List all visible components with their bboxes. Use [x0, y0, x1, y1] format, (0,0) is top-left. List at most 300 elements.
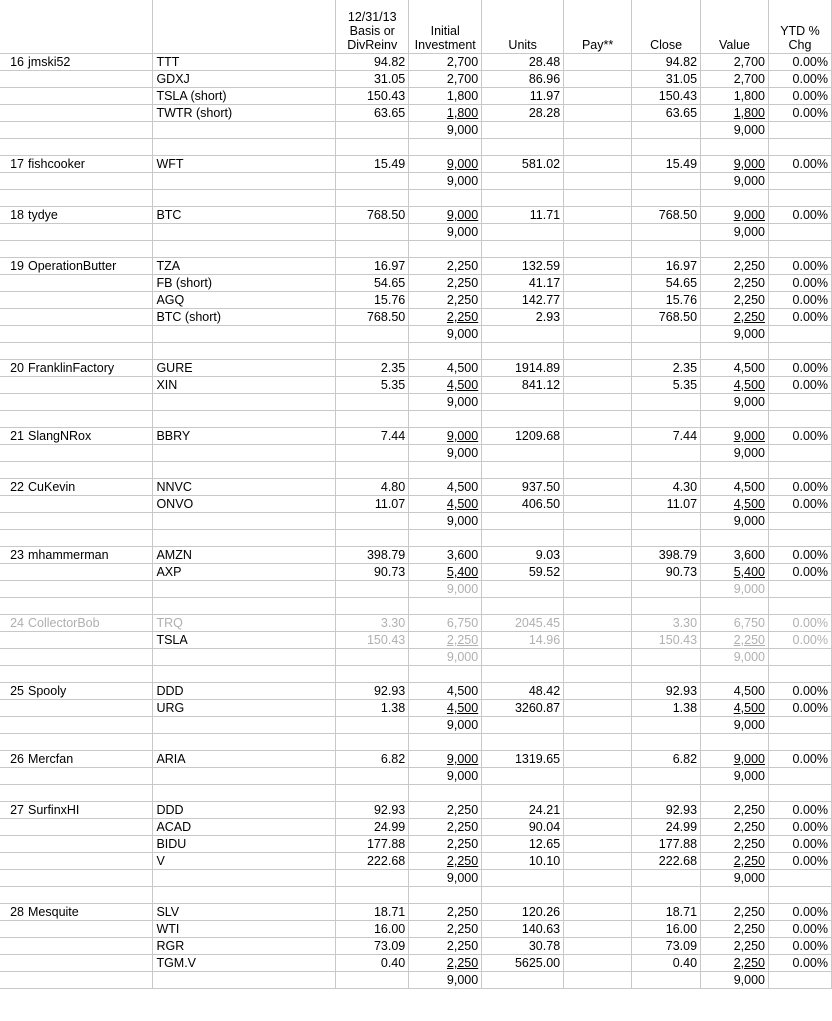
cell-units[interactable] [482, 377, 564, 394]
cell-initial-investment[interactable] [409, 207, 482, 224]
cell-pay[interactable] [564, 377, 632, 394]
cell-player[interactable] [0, 190, 153, 207]
cell-ytd[interactable] [768, 615, 831, 632]
cell-initial-investment[interactable] [409, 598, 482, 615]
cell-close[interactable] [632, 54, 701, 71]
cell-units[interactable] [482, 564, 564, 581]
cell-units[interactable] [482, 462, 564, 479]
cell-player[interactable] [0, 462, 153, 479]
cell-units[interactable] [482, 547, 564, 564]
cell-basis[interactable] [336, 649, 409, 666]
cell-ticker[interactable] [153, 683, 336, 700]
cell-ytd[interactable] [768, 190, 831, 207]
cell-player[interactable] [0, 207, 153, 224]
cell-pay[interactable] [564, 700, 632, 717]
cell-value[interactable] [701, 88, 769, 105]
cell-ytd[interactable] [768, 887, 831, 904]
cell-close[interactable] [632, 700, 701, 717]
cell-basis[interactable] [336, 768, 409, 785]
cell-basis[interactable] [336, 394, 409, 411]
cell-ytd[interactable] [768, 326, 831, 343]
cell-ytd[interactable] [768, 700, 831, 717]
cell-units[interactable] [482, 275, 564, 292]
cell-basis[interactable] [336, 853, 409, 870]
cell-basis[interactable] [336, 598, 409, 615]
cell-units[interactable] [482, 887, 564, 904]
cell-value[interactable] [701, 360, 769, 377]
cell-player[interactable] [0, 428, 153, 445]
cell-units[interactable] [482, 54, 564, 71]
cell-initial-investment[interactable] [409, 190, 482, 207]
cell-pay[interactable] [564, 496, 632, 513]
cell-player[interactable] [0, 751, 153, 768]
cell-pay[interactable] [564, 54, 632, 71]
cell-pay[interactable] [564, 802, 632, 819]
cell-initial-investment[interactable] [409, 71, 482, 88]
cell-basis[interactable] [336, 88, 409, 105]
cell-basis[interactable] [336, 734, 409, 751]
cell-ticker[interactable] [153, 241, 336, 258]
cell-ticker[interactable] [153, 598, 336, 615]
cell-ticker[interactable] [153, 530, 336, 547]
cell-value[interactable] [701, 105, 769, 122]
cell-ticker[interactable] [153, 649, 336, 666]
cell-value[interactable] [701, 377, 769, 394]
cell-basis[interactable] [336, 683, 409, 700]
cell-close[interactable] [632, 547, 701, 564]
cell-basis[interactable] [336, 819, 409, 836]
cell-value[interactable] [701, 71, 769, 88]
cell-ytd[interactable] [768, 972, 831, 989]
cell-pay[interactable] [564, 921, 632, 938]
cell-close[interactable] [632, 768, 701, 785]
cell-value[interactable] [701, 54, 769, 71]
cell-player[interactable] [0, 292, 153, 309]
cell-player[interactable] [0, 377, 153, 394]
cell-units[interactable] [482, 683, 564, 700]
cell-close[interactable] [632, 649, 701, 666]
cell-player[interactable] [0, 275, 153, 292]
cell-ticker[interactable] [153, 122, 336, 139]
cell-player[interactable] [0, 122, 153, 139]
cell-player[interactable] [0, 938, 153, 955]
cell-player[interactable] [0, 479, 153, 496]
cell-value[interactable] [701, 802, 769, 819]
cell-basis[interactable] [336, 207, 409, 224]
cell-units[interactable] [482, 666, 564, 683]
cell-close[interactable] [632, 496, 701, 513]
cell-pay[interactable] [564, 275, 632, 292]
cell-ticker[interactable] [153, 258, 336, 275]
cell-initial-investment[interactable] [409, 411, 482, 428]
cell-basis[interactable] [336, 547, 409, 564]
cell-ticker[interactable] [153, 547, 336, 564]
cell-value[interactable] [701, 513, 769, 530]
cell-pay[interactable] [564, 564, 632, 581]
cell-close[interactable] [632, 632, 701, 649]
cell-initial-investment[interactable] [409, 445, 482, 462]
cell-value[interactable] [701, 156, 769, 173]
cell-ticker[interactable] [153, 513, 336, 530]
cell-pay[interactable] [564, 649, 632, 666]
cell-basis[interactable] [336, 581, 409, 598]
cell-ytd[interactable] [768, 428, 831, 445]
cell-basis[interactable] [336, 530, 409, 547]
cell-units[interactable] [482, 360, 564, 377]
cell-close[interactable] [632, 462, 701, 479]
cell-player[interactable] [0, 360, 153, 377]
cell-close[interactable] [632, 853, 701, 870]
cell-initial-investment[interactable] [409, 479, 482, 496]
cell-initial-investment[interactable] [409, 836, 482, 853]
cell-initial-investment[interactable] [409, 819, 482, 836]
cell-ytd[interactable] [768, 513, 831, 530]
cell-basis[interactable] [336, 139, 409, 156]
cell-pay[interactable] [564, 292, 632, 309]
cell-basis[interactable] [336, 479, 409, 496]
cell-value[interactable] [701, 411, 769, 428]
cell-initial-investment[interactable] [409, 717, 482, 734]
cell-ytd[interactable] [768, 241, 831, 258]
cell-close[interactable] [632, 445, 701, 462]
cell-close[interactable] [632, 326, 701, 343]
cell-value[interactable] [701, 343, 769, 360]
cell-player[interactable] [0, 343, 153, 360]
cell-player[interactable] [0, 326, 153, 343]
cell-ticker[interactable] [153, 156, 336, 173]
cell-pay[interactable] [564, 258, 632, 275]
cell-initial-investment[interactable] [409, 394, 482, 411]
header-ytd[interactable]: YTD % Chg [768, 0, 831, 54]
cell-close[interactable] [632, 938, 701, 955]
cell-value[interactable] [701, 836, 769, 853]
cell-player[interactable] [0, 445, 153, 462]
cell-ytd[interactable] [768, 649, 831, 666]
cell-basis[interactable] [336, 360, 409, 377]
cell-initial-investment[interactable] [409, 615, 482, 632]
cell-player[interactable] [0, 105, 153, 122]
cell-player[interactable] [0, 394, 153, 411]
cell-ticker[interactable] [153, 717, 336, 734]
cell-initial-investment[interactable] [409, 258, 482, 275]
cell-basis[interactable] [336, 275, 409, 292]
cell-ticker[interactable] [153, 445, 336, 462]
cell-initial-investment[interactable] [409, 751, 482, 768]
cell-close[interactable] [632, 717, 701, 734]
cell-pay[interactable] [564, 156, 632, 173]
cell-basis[interactable] [336, 326, 409, 343]
cell-ticker[interactable] [153, 343, 336, 360]
cell-units[interactable] [482, 598, 564, 615]
cell-pay[interactable] [564, 513, 632, 530]
cell-pay[interactable] [564, 360, 632, 377]
cell-pay[interactable] [564, 105, 632, 122]
cell-initial-investment[interactable] [409, 666, 482, 683]
cell-value[interactable] [701, 479, 769, 496]
cell-player[interactable] [0, 530, 153, 547]
cell-value[interactable] [701, 853, 769, 870]
cell-close[interactable] [632, 309, 701, 326]
cell-units[interactable] [482, 292, 564, 309]
cell-player[interactable] [0, 513, 153, 530]
cell-ticker[interactable] [153, 105, 336, 122]
cell-initial-investment[interactable] [409, 768, 482, 785]
cell-ytd[interactable] [768, 853, 831, 870]
cell-value[interactable] [701, 394, 769, 411]
cell-ticker[interactable] [153, 870, 336, 887]
header-basis[interactable]: 12/31/13 Basis or DivReinv [336, 0, 409, 54]
cell-ticker[interactable] [153, 173, 336, 190]
cell-ticker[interactable] [153, 564, 336, 581]
cell-value[interactable] [701, 139, 769, 156]
cell-units[interactable] [482, 819, 564, 836]
cell-initial-investment[interactable] [409, 496, 482, 513]
cell-basis[interactable] [336, 190, 409, 207]
cell-pay[interactable] [564, 190, 632, 207]
cell-initial-investment[interactable] [409, 428, 482, 445]
cell-value[interactable] [701, 887, 769, 904]
cell-units[interactable] [482, 785, 564, 802]
cell-ticker[interactable] [153, 887, 336, 904]
cell-player[interactable] [0, 921, 153, 938]
cell-player[interactable] [0, 700, 153, 717]
cell-player[interactable] [0, 666, 153, 683]
cell-pay[interactable] [564, 785, 632, 802]
cell-ticker[interactable] [153, 394, 336, 411]
cell-initial-investment[interactable] [409, 785, 482, 802]
cell-basis[interactable] [336, 343, 409, 360]
cell-ytd[interactable] [768, 547, 831, 564]
cell-value[interactable] [701, 496, 769, 513]
cell-initial-investment[interactable] [409, 513, 482, 530]
cell-ytd[interactable] [768, 479, 831, 496]
cell-pay[interactable] [564, 394, 632, 411]
cell-player[interactable] [0, 309, 153, 326]
cell-basis[interactable] [336, 54, 409, 71]
cell-player[interactable] [0, 853, 153, 870]
cell-basis[interactable] [336, 122, 409, 139]
cell-value[interactable] [701, 581, 769, 598]
cell-units[interactable] [482, 71, 564, 88]
cell-value[interactable] [701, 972, 769, 989]
cell-basis[interactable] [336, 887, 409, 904]
cell-ytd[interactable] [768, 955, 831, 972]
cell-player[interactable] [0, 717, 153, 734]
cell-value[interactable] [701, 717, 769, 734]
cell-value[interactable] [701, 632, 769, 649]
cell-ytd[interactable] [768, 309, 831, 326]
cell-ticker[interactable] [153, 326, 336, 343]
cell-pay[interactable] [564, 71, 632, 88]
cell-initial-investment[interactable] [409, 853, 482, 870]
cell-ticker[interactable] [153, 360, 336, 377]
cell-initial-investment[interactable] [409, 530, 482, 547]
cell-initial-investment[interactable] [409, 360, 482, 377]
cell-value[interactable] [701, 275, 769, 292]
cell-basis[interactable] [336, 71, 409, 88]
cell-ytd[interactable] [768, 122, 831, 139]
cell-ticker[interactable] [153, 411, 336, 428]
cell-pay[interactable] [564, 734, 632, 751]
cell-basis[interactable] [336, 802, 409, 819]
cell-ticker[interactable] [153, 785, 336, 802]
cell-close[interactable] [632, 173, 701, 190]
cell-close[interactable] [632, 972, 701, 989]
cell-ticker[interactable] [153, 853, 336, 870]
cell-units[interactable] [482, 751, 564, 768]
cell-close[interactable] [632, 598, 701, 615]
cell-units[interactable] [482, 581, 564, 598]
cell-ytd[interactable] [768, 581, 831, 598]
cell-initial-investment[interactable] [409, 581, 482, 598]
cell-pay[interactable] [564, 615, 632, 632]
cell-units[interactable] [482, 326, 564, 343]
cell-player[interactable] [0, 836, 153, 853]
cell-pay[interactable] [564, 309, 632, 326]
cell-ytd[interactable] [768, 785, 831, 802]
cell-player[interactable] [0, 139, 153, 156]
cell-player[interactable] [0, 224, 153, 241]
cell-ticker[interactable] [153, 972, 336, 989]
cell-close[interactable] [632, 71, 701, 88]
cell-units[interactable] [482, 938, 564, 955]
header-cell-b[interactable] [153, 0, 336, 54]
cell-close[interactable] [632, 360, 701, 377]
cell-basis[interactable] [336, 955, 409, 972]
cell-initial-investment[interactable] [409, 734, 482, 751]
cell-pay[interactable] [564, 955, 632, 972]
cell-units[interactable] [482, 921, 564, 938]
cell-ticker[interactable] [153, 207, 336, 224]
cell-pay[interactable] [564, 768, 632, 785]
cell-ticker[interactable] [153, 666, 336, 683]
cell-units[interactable] [482, 343, 564, 360]
cell-close[interactable] [632, 530, 701, 547]
cell-close[interactable] [632, 564, 701, 581]
cell-close[interactable] [632, 904, 701, 921]
cell-player[interactable] [0, 598, 153, 615]
cell-close[interactable] [632, 666, 701, 683]
cell-basis[interactable] [336, 717, 409, 734]
cell-player[interactable] [0, 88, 153, 105]
cell-ytd[interactable] [768, 768, 831, 785]
cell-value[interactable] [701, 819, 769, 836]
cell-close[interactable] [632, 241, 701, 258]
cell-pay[interactable] [564, 462, 632, 479]
cell-ticker[interactable] [153, 224, 336, 241]
cell-units[interactable] [482, 700, 564, 717]
cell-initial-investment[interactable] [409, 173, 482, 190]
cell-ytd[interactable] [768, 496, 831, 513]
cell-units[interactable] [482, 156, 564, 173]
cell-ytd[interactable] [768, 717, 831, 734]
cell-pay[interactable] [564, 173, 632, 190]
cell-basis[interactable] [336, 241, 409, 258]
cell-ticker[interactable] [153, 54, 336, 71]
cell-initial-investment[interactable] [409, 683, 482, 700]
cell-units[interactable] [482, 445, 564, 462]
cell-ytd[interactable] [768, 666, 831, 683]
cell-ytd[interactable] [768, 224, 831, 241]
cell-pay[interactable] [564, 224, 632, 241]
cell-basis[interactable] [336, 700, 409, 717]
cell-ytd[interactable] [768, 411, 831, 428]
cell-initial-investment[interactable] [409, 972, 482, 989]
cell-close[interactable] [632, 955, 701, 972]
cell-pay[interactable] [564, 411, 632, 428]
cell-initial-investment[interactable] [409, 326, 482, 343]
cell-value[interactable] [701, 207, 769, 224]
cell-ticker[interactable] [153, 377, 336, 394]
cell-ticker[interactable] [153, 190, 336, 207]
cell-value[interactable] [701, 292, 769, 309]
cell-ticker[interactable] [153, 275, 336, 292]
cell-initial-investment[interactable] [409, 54, 482, 71]
cell-close[interactable] [632, 615, 701, 632]
cell-ytd[interactable] [768, 54, 831, 71]
header-initial-investment[interactable]: Initial Investment [409, 0, 482, 54]
cell-close[interactable] [632, 751, 701, 768]
cell-units[interactable] [482, 207, 564, 224]
cell-ticker[interactable] [153, 938, 336, 955]
cell-pay[interactable] [564, 751, 632, 768]
cell-ticker[interactable] [153, 581, 336, 598]
cell-player[interactable] [0, 649, 153, 666]
cell-basis[interactable] [336, 105, 409, 122]
cell-ytd[interactable] [768, 88, 831, 105]
cell-player[interactable] [0, 734, 153, 751]
cell-initial-investment[interactable] [409, 377, 482, 394]
cell-units[interactable] [482, 853, 564, 870]
cell-basis[interactable] [336, 377, 409, 394]
cell-pay[interactable] [564, 666, 632, 683]
cell-ticker[interactable] [153, 734, 336, 751]
cell-basis[interactable] [336, 564, 409, 581]
cell-player[interactable] [0, 768, 153, 785]
cell-pay[interactable] [564, 428, 632, 445]
cell-pay[interactable] [564, 445, 632, 462]
cell-pay[interactable] [564, 819, 632, 836]
cell-initial-investment[interactable] [409, 921, 482, 938]
cell-initial-investment[interactable] [409, 88, 482, 105]
cell-ytd[interactable] [768, 394, 831, 411]
cell-units[interactable] [482, 173, 564, 190]
cell-ytd[interactable] [768, 156, 831, 173]
cell-value[interactable] [701, 666, 769, 683]
cell-close[interactable] [632, 581, 701, 598]
cell-pay[interactable] [564, 207, 632, 224]
cell-units[interactable] [482, 768, 564, 785]
cell-pay[interactable] [564, 972, 632, 989]
cell-basis[interactable] [336, 513, 409, 530]
cell-basis[interactable] [336, 632, 409, 649]
cell-value[interactable] [701, 938, 769, 955]
cell-basis[interactable] [336, 938, 409, 955]
header-pay[interactable]: Pay** [564, 0, 632, 54]
cell-basis[interactable] [336, 156, 409, 173]
cell-basis[interactable] [336, 751, 409, 768]
cell-ytd[interactable] [768, 870, 831, 887]
cell-value[interactable] [701, 258, 769, 275]
cell-ytd[interactable] [768, 173, 831, 190]
cell-units[interactable] [482, 139, 564, 156]
cell-pay[interactable] [564, 343, 632, 360]
cell-units[interactable] [482, 88, 564, 105]
cell-player[interactable] [0, 683, 153, 700]
cell-player[interactable] [0, 173, 153, 190]
cell-basis[interactable] [336, 224, 409, 241]
cell-value[interactable] [701, 615, 769, 632]
